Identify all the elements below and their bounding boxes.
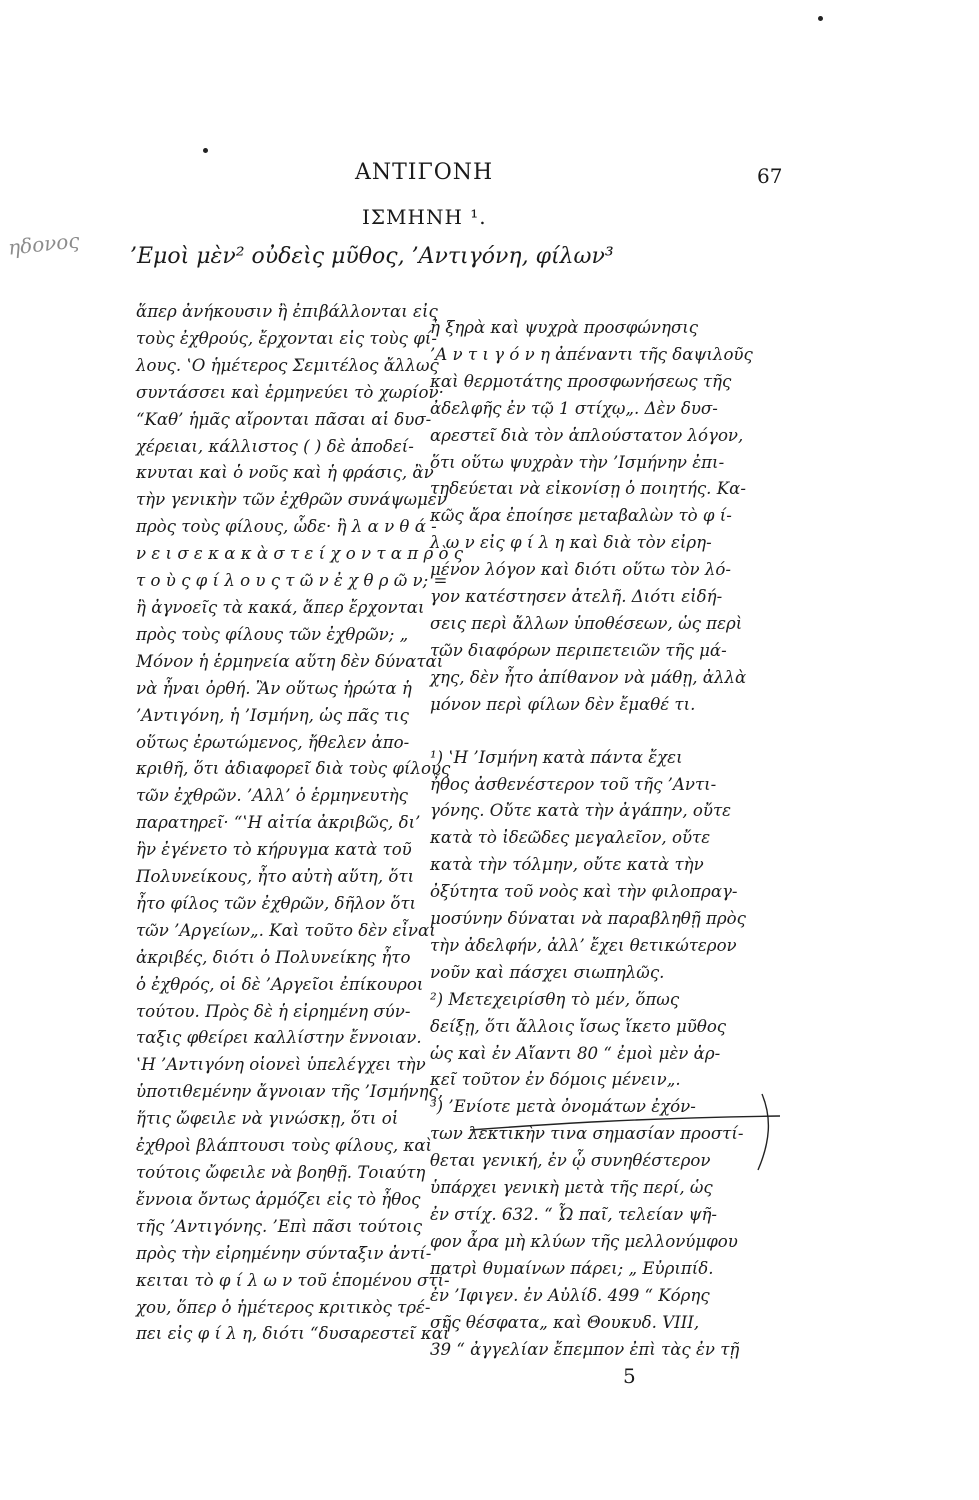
footnote-line: κατὰ τὸ ἰδεῶδες μεγαλεῖον, οὔτε: [430, 828, 711, 848]
text-line: Πολυνείκους, ἦτο αὐτὴ αὕτη, ὅτι: [136, 867, 415, 887]
footnote-line: των λεκτικὴν τινα σημασίαν προστί-: [430, 1124, 744, 1144]
text-line: πει εἰς φ ί λ η, διότι “δυσαρεστεῖ καὶ: [136, 1324, 450, 1344]
footnote-line: φον ἆρα μὴ κλύων τῆς μελλονύμφου: [430, 1231, 738, 1251]
text-line: τὴν γενικὴν τῶν ἐχθρῶν συνάψωμεν: [136, 490, 447, 510]
footnote-line: ὑπάρχει γενικὴ μετὰ τῆς περί, ὡς: [430, 1178, 713, 1198]
page-number: 67: [757, 164, 783, 188]
text-line: ὅτι οὕτω ψυχρὰν τὴν ’Ισμήνην ἐπι-: [430, 452, 725, 472]
footnote-line: κατὰ τὴν τόλμην, οὔτε κατὰ τὴν: [430, 855, 704, 875]
footnote-line: ²) Μετεχειρίσθη τὸ μέν, ὅπως: [430, 989, 680, 1009]
footnote-line: κεῖ τοῦτον ἐν δόμοις μένειν„.: [430, 1070, 681, 1090]
commentary-left-column: [136, 299, 464, 1348]
text-line: χου, ὅπερ ὁ ἡμέτερος κριτικὸς τρέ-: [136, 1297, 431, 1317]
text-line: ἔννοια ὄντως ἁρμόζει εἰς τὸ ἦθος: [136, 1189, 421, 1209]
ink-speck: [203, 148, 208, 153]
commentary-continuation: [430, 315, 758, 719]
text-line: ‛Η ’Αντιγόνη οἱονεὶ ὑπελέγχει τὴν: [136, 1055, 426, 1075]
text-line: ’Αντιγόνη, ἡ ’Ισμήνη, ὡς πᾶς τις: [136, 705, 409, 725]
footnote-line: ἐν ’Ιφιγεν. ἐν Αὐλίδ. 499 “ Κόρης: [430, 1285, 710, 1305]
text-line: κριθῆ, ὅτι ἀδιαφορεῖ διὰ τοὺς φίλους: [136, 759, 451, 779]
text-line: κῶς ἄρα ἐποίησε μεταβαλὼν τὸ φ ί-: [430, 506, 732, 526]
text-line: τούτου. Πρὸς δὲ ἡ εἰρημένη σύν-: [136, 1001, 411, 1021]
text-line: πρὸς τὴν εἰρημένην σύνταξιν ἀντί-: [136, 1243, 432, 1263]
text-line: τῆς ’Αντιγόνης. ’Επὶ πᾶσι τούτοις: [136, 1216, 423, 1236]
text-line: ν ε ι σ ε κ α κ ὰ σ τ ε ί χ ο ν τ α π ρ ὸ ς: [136, 544, 464, 564]
commentary-right-column: [430, 315, 758, 1363]
text-line: τῶν διαφόρων περιπετειῶν τῆς μά-: [430, 640, 727, 660]
text-line: τ ο ὺ ς φ ί λ ο υ ς τ ῶ ν ἐ χ θ ρ ῶ ν; =: [136, 571, 448, 591]
text-line: τούτοις ὤφειλε νὰ βοηθῇ. Τοιαύτη: [136, 1163, 426, 1182]
text-line: λ ω ν εἰς φ ί λ η καὶ διὰ τὸν εἰρη-: [430, 533, 712, 553]
handwritten-margin-note: ηδονος: [6, 228, 81, 260]
text-line: αρεστεῖ διὰ τὸν ἁπλούστατον λόγον,: [430, 425, 744, 445]
footnote-1: [430, 745, 758, 987]
text-line: ’Α ν τ ι γ ό ν η ἀπέναντι τῆς δαψιλοῦς: [430, 344, 753, 364]
text-line: μένον λόγον καὶ διότι οὕτω τὸν λό-: [430, 560, 731, 580]
text-line: τηδεύεται νὰ εἰκονίσῃ ὁ ποιητής. Κα-: [430, 479, 746, 499]
text-line: ἅπερ ἀνήκουσιν ἢ ἐπιβάλλονται εἰς: [136, 302, 438, 321]
text-line: ταξις φθείρει καλλίστην ἔννοιαν.: [136, 1028, 422, 1048]
footnote-line: πατρὶ θυμαίνων πάρει; „ Εὐριπίδ.: [430, 1258, 714, 1278]
footnote-line: 39 “ ἀγγελίαν ἔπεμπον ἐπὶ τὰς ἐν τῇ: [430, 1339, 740, 1359]
text-line: τῶν ἐχθρῶν. ’Αλλ’ ὁ ἑρμηνευτὴς: [136, 786, 408, 806]
footnote-line: ἦθος ἀσθενέστερον τοῦ τῆς ’Αντι-: [430, 774, 717, 794]
footnote-line: γόνης. Οὔτε κατὰ τὴν ἀγάπην, οὔτε: [430, 801, 732, 821]
text-line: παρατηρεῖ· “‛Η αἰτία ἀκριβῶς, δι’: [136, 813, 421, 833]
footnote-line: ὡς καὶ ἐν Αἴαντι 80 “ ἐμοὶ μὲν ἀρ-: [430, 1043, 721, 1063]
text-line: λους. ‛Ο ἡμέτερος Σεμιτέλος ἄλλως: [136, 355, 439, 375]
verse-line: ’Εμοὶ μὲν² οὐδεὶς μῦθος, ’Αντιγόνη, φίλων³: [130, 244, 614, 269]
footnote-line: μοσύνην δύναται νὰ παραβληθῇ πρὸς: [430, 909, 746, 929]
text-line: νὰ ἦναι ὀρθή. Ἂν οὕτως ἠρώτα ἡ: [136, 678, 412, 698]
text-line: οὕτως ἐρωτώμενος, ἤθελεν ἀπο-: [136, 732, 410, 752]
ink-speck: [818, 16, 823, 21]
text-line: μόνον περὶ φίλων δὲν ἔμαθέ τι.: [430, 694, 696, 714]
footnote-line: θεται γενική, ἐν ᾧ συνηθέστερον: [430, 1151, 711, 1171]
footnote-separator: [430, 719, 758, 745]
footnote-line: τὴν ἀδελφήν, ἀλλ’ ἔχει θετικώτερον: [430, 935, 737, 955]
text-line: χης, δὲν ἦτο ἀπίθανον νὰ μάθῃ, ἀλλὰ: [430, 667, 747, 687]
footnote-line: ὀξύτητα τοῦ νοὸς καὶ τὴν φιλοπραγ-: [430, 882, 738, 902]
text-line: χέρειαι, κάλλιστος ( ) δὲ ἀποδεί-: [136, 436, 414, 456]
text-line: ἦτο φίλος τῶν ἐχθρῶν, δῆλον ὅτι: [136, 893, 417, 913]
footnote-line: ¹) ‛Η ’Ισμήνη κατὰ πάντα ἔχει: [430, 747, 683, 767]
footnote-line: νοῦν καὶ πάσχει σιωπηλῶς.: [430, 962, 665, 982]
text-line: ὁ ἐχθρός, οἱ δὲ ’Αργεῖοι ἐπίκουροι: [136, 974, 424, 994]
footnote-line: ἐν στίχ. 632. “ Ὦ παῖ, τελείαν ψῆ-: [430, 1205, 718, 1224]
text-line: ἐχθροὶ βλάπτουσι τοὺς φίλους, καὶ: [136, 1136, 433, 1156]
pencil-annotation: [470, 1088, 800, 1178]
text-line: Μόνον ἡ ἑρμηνεία αὕτη δὲν δύναται: [136, 651, 444, 671]
text-line: γον κατέστησεν ἀτελῆ. Διότι εἰδή-: [430, 587, 723, 607]
footnote-2: [430, 987, 758, 1095]
text-line: κνυται καὶ ὁ νοῦς καὶ ἡ φράσις, ἂν: [136, 463, 434, 483]
text-line: ἢ ἀγνοεῖς τὰ κακά, ἅπερ ἔρχονται: [136, 597, 425, 617]
text-line: πρὸς τοὺς φίλους, ὧδε· ἢ λ α ν θ ά -: [136, 517, 437, 537]
text-line: σεις περὶ ἄλλων ὑποθέσεων, ὡς περὶ: [430, 613, 743, 633]
text-line: τῶν ’Αργείων„. Καὶ τοῦτο δὲν εἶναι: [136, 920, 436, 940]
running-title: ΑΝΤΙΓΟΝΗ: [355, 160, 494, 185]
text-line: ἀκριβές, διότι ὁ Πολυνείκης ἦτο: [136, 947, 411, 967]
text-line: κειται τὸ φ ί λ ω ν τοῦ ἑπομένου στί-: [136, 1270, 450, 1290]
text-line: τοὺς ἐχθρούς, ἔρχονται εἰς τοὺς φί-: [136, 328, 437, 348]
text-line: καὶ θερμοτάτης προσφωνήσεως τῆς: [430, 371, 732, 391]
footnote-line: ³) ’Ενίοτε μετὰ ὀνομάτων ἐχόν-: [430, 1097, 696, 1117]
footnote-line: δείξῃ, ὅτι ἄλλοις ἴσως ἵκετο μῦθος: [430, 1016, 727, 1036]
text-line: πρὸς τοὺς φίλους τῶν ἐχθρῶν; „: [136, 624, 409, 644]
text-line: ἡ ξηρὰ καὶ ψυχρὰ προσφώνησις: [430, 318, 699, 337]
text-line: ἥτις ὤφειλε νὰ γινώσκῃ, ὅτι οἱ: [136, 1109, 399, 1129]
signature-number: 5: [623, 1364, 636, 1388]
speaker-heading: ΙΣΜΗΝΗ ¹.: [362, 205, 487, 229]
footnotes: [430, 745, 758, 1364]
text-line: συντάσσει καὶ ἑρμηνεύει τὸ χωρίον·: [136, 382, 444, 402]
text-line: “Καθ’ ἡμᾶς αἴρονται πᾶσαι αἱ δυσ-: [136, 409, 432, 429]
text-line: ὑποτιθεμένην ἄγνοιαν τῆς ’Ισμήνης,: [136, 1082, 444, 1102]
text-line: ἣν ἐγένετο τὸ κήρυγμα κατὰ τοῦ: [136, 840, 412, 860]
text-line: ἀδελφῆς ἐν τῷ 1 στίχῳ„. Δὲν δυσ-: [430, 398, 718, 418]
footnote-line: σῆς θέσφατα„ καὶ Θουκυδ. VIII,: [430, 1312, 700, 1332]
